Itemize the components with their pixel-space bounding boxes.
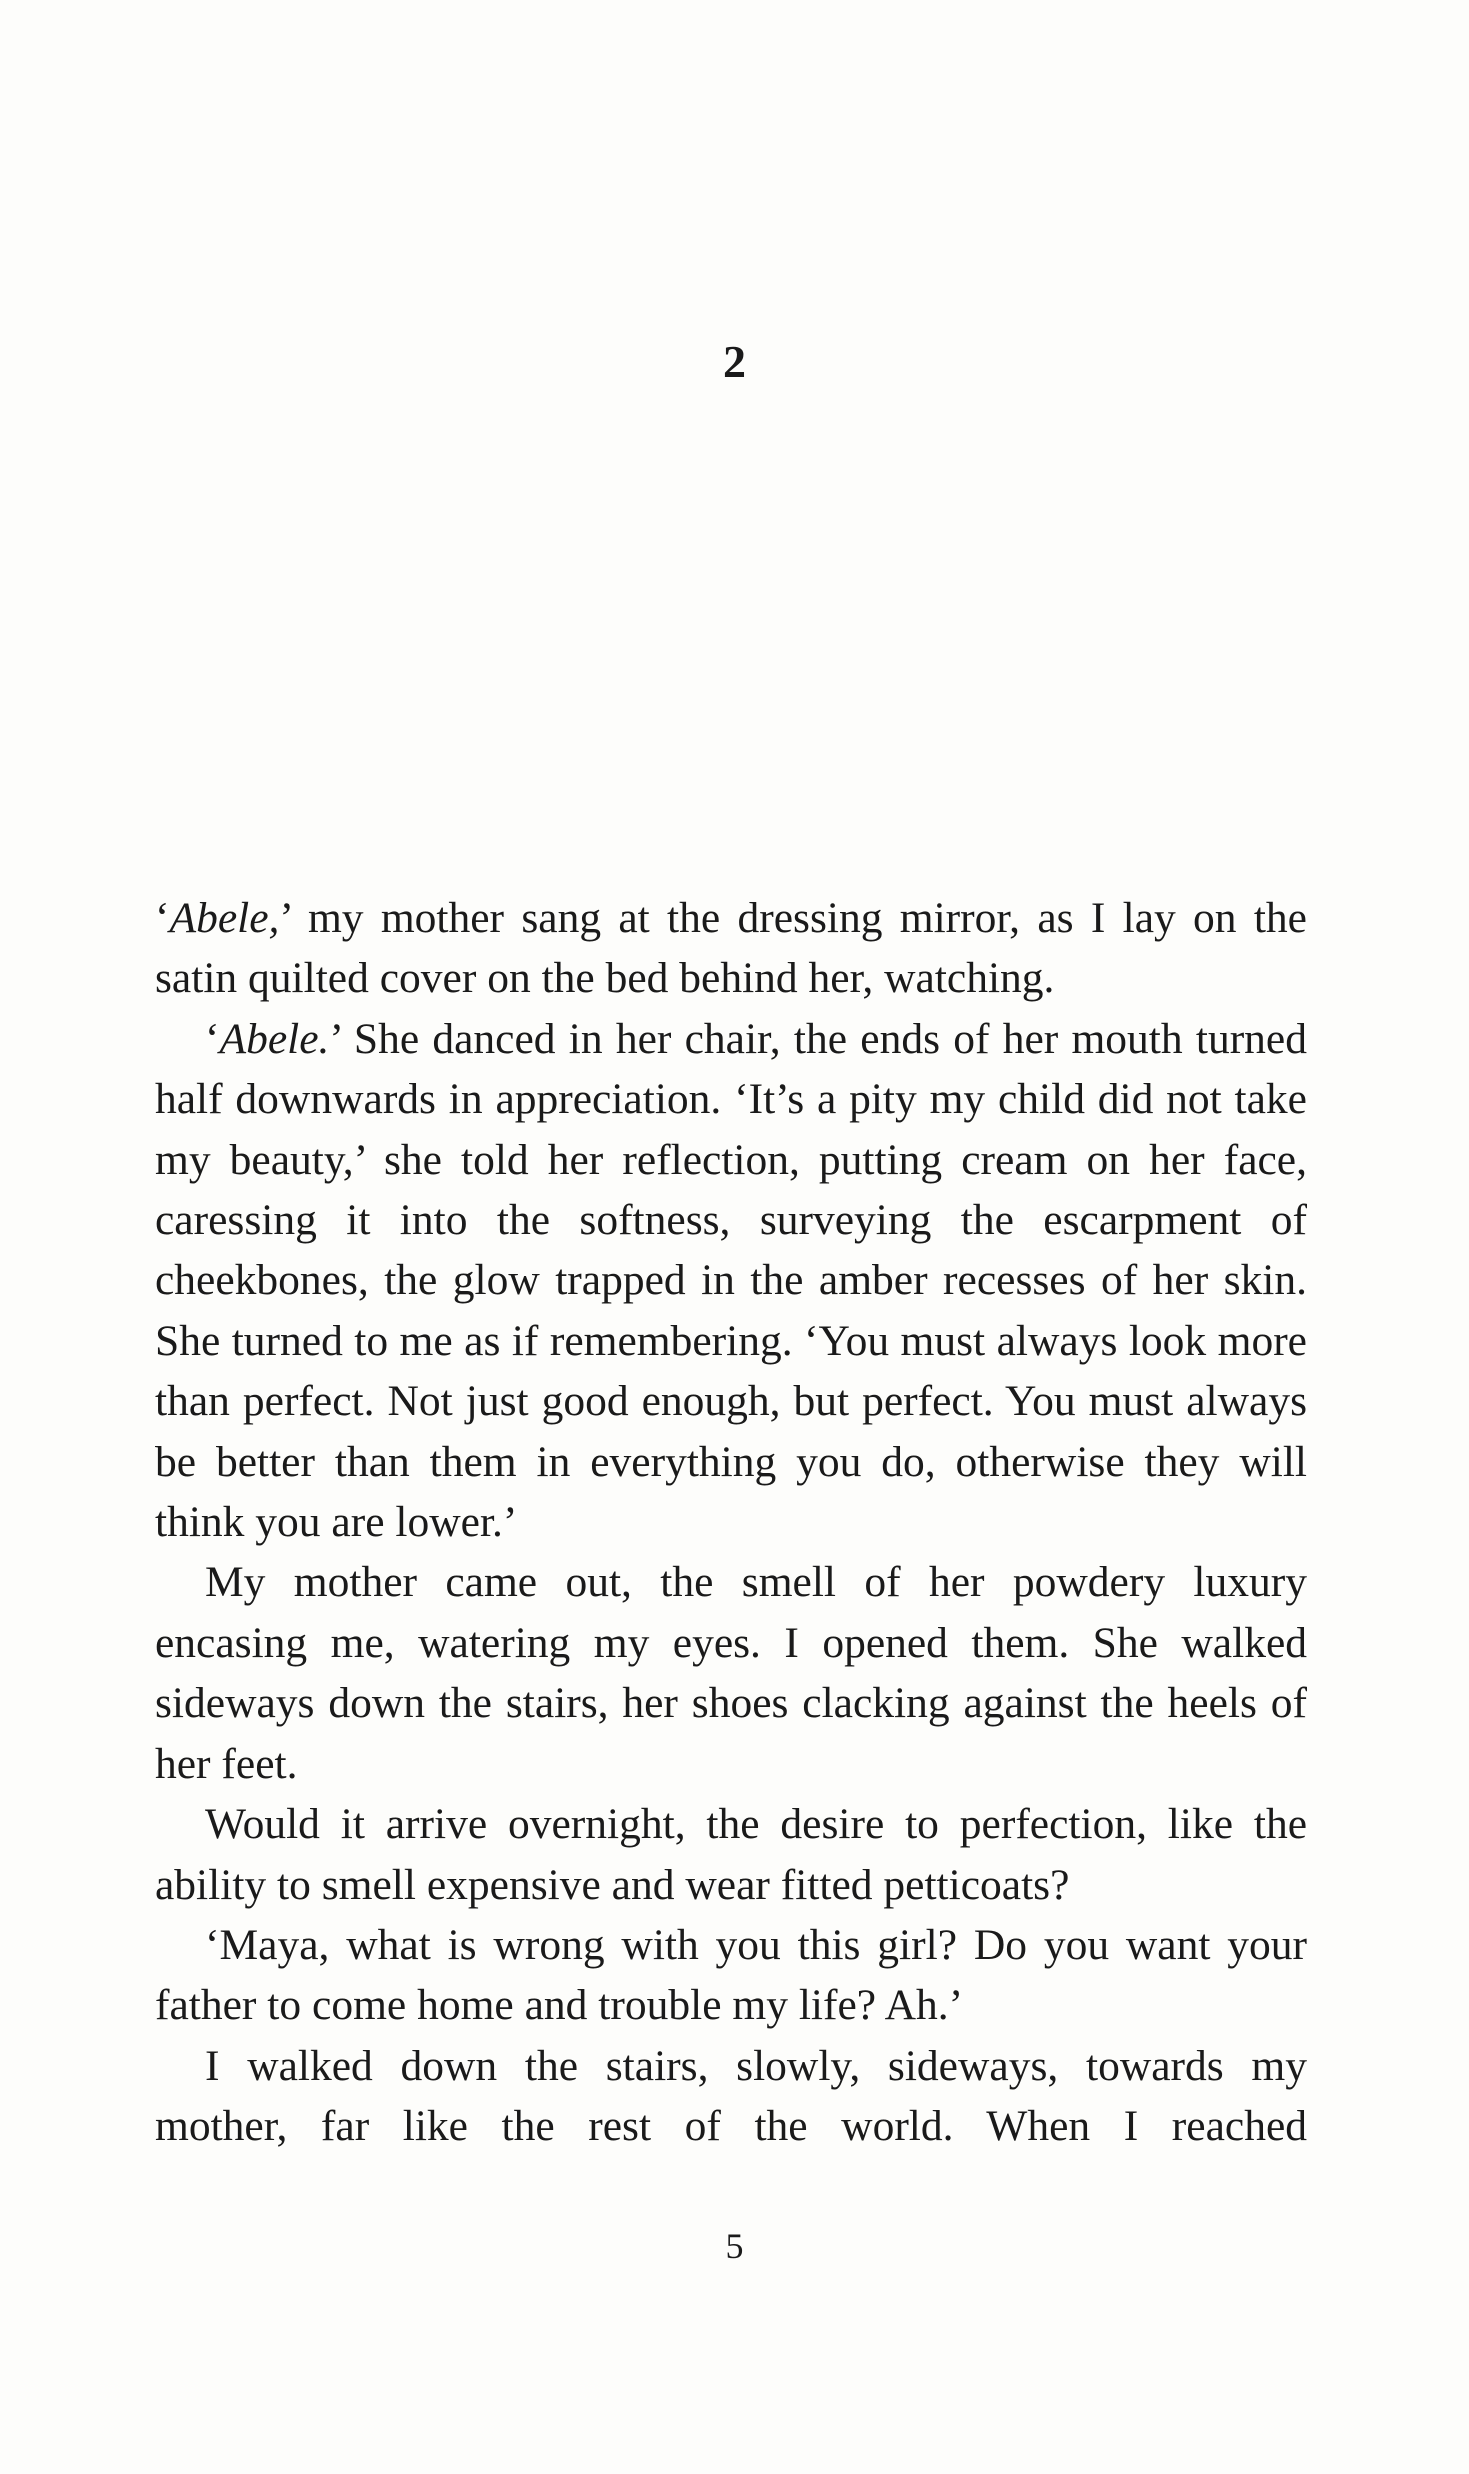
paragraph-2: ‘Abele.’ She danced in her chair, the ends of her mouth turned half downwards in appreciation. ‘It’s a pity my child did not take my beauty,’ she told her reflection, putting cream on her face, caressing it into the softness, surveying the escarpment of cheekbones, the glow trapped in the amber recesses of her skin. She turned to me as if remembering. ‘You must always look more than perfect. Not just good enough, but perfect. You must always be better than them in everything you do, otherwise they will think you are lower.’ <box>155 1014 1307 1547</box>
paragraph-6: I walked down the stairs, slowly, sideways, towards my mother, far like the rest of the world. When I reached <box>155 2041 1307 2151</box>
italic-word: Abele, <box>169 894 280 942</box>
chapter-number: 2 <box>723 336 746 387</box>
chapter-body <box>155 888 1307 2157</box>
paragraph-4: Would it arrive overnight, the desire to perfection, like the ability to smell expensive and wear fitted petticoats? <box>155 1800 1307 1909</box>
paragraph-5: ‘Maya, what is wrong with you this girl? Do you want your father to come home and trouble my life? Ah.’ <box>155 1920 1307 2030</box>
paragraph-1: ‘Abele,’ my mother sang at the dressing mirror, as I lay on the satin quilted cover on the bed behind her, watching. <box>155 894 1307 1003</box>
page-number: 5 <box>725 2226 744 2266</box>
paragraph-3: My mother came out, the smell of her powdery luxury encasing me, watering my eyes. I opened them. She walked sideways down the stairs, her shoes clacking against the heels of her feet. <box>155 1558 1307 1788</box>
paragraph-text: ’ She danced in her chair, the ends of her mouth turned half downwards in appreciation. ‘It’s a pity my child did not take my beauty,’ she told her reflection, putting cream on her face, caressing it into the softness, surveying the escarpment of cheekbones, the glow trapped in the amber recesses of her skin. She turned to me as if remembering. ‘You must always look more than perfect. Not just good enough, but perfect. You must always be better than them in everything you do, otherwise they will think you are lower.’ <box>155 1014 1307 1547</box>
italic-word: Abele. <box>219 1014 330 1063</box>
paragraph-text: ’ my mother sang at the dressing mirror, as I lay on the satin quilted cover on the bed behind her, watching. <box>155 894 1307 1003</box>
